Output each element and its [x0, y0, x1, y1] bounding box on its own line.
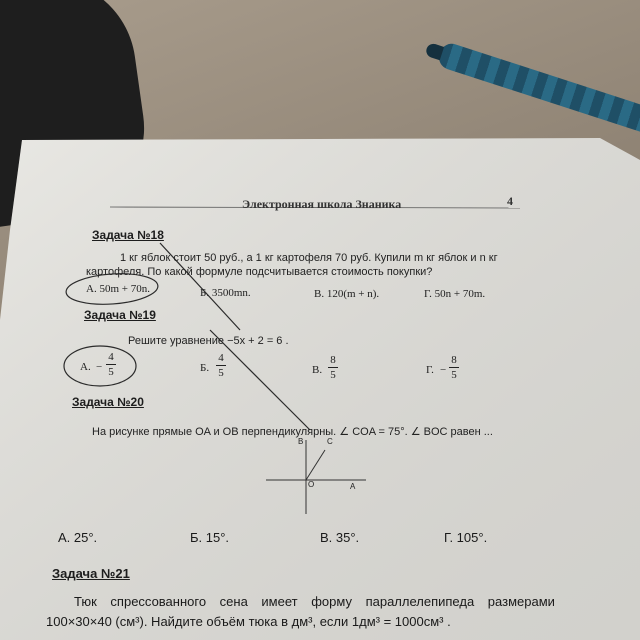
task20-option-v: В. 35°.	[320, 530, 360, 545]
task21-line1: Тюк спрессованного сена имеет форму параллелепипеда размерами	[74, 594, 555, 609]
task19-option-g-fraction	[449, 354, 459, 381]
task19-option-b-letter: Б.	[200, 362, 210, 374]
task19-option-v-letter: В.	[312, 364, 323, 376]
task19-option-a-fraction	[106, 351, 116, 378]
diagram-label-c: C	[327, 437, 333, 446]
task19-prompt: Решите уравнение −5x + 2 = 6 .	[128, 335, 289, 347]
task20-option-b: Б. 15°.	[190, 530, 230, 545]
task20-title: Задача №20	[72, 395, 144, 409]
fraction-numerator: 4	[108, 351, 114, 363]
task18-title: Задача №18	[92, 228, 164, 242]
task18-line2: картофеля. По какой формуле подсчитывается стоимость покупки?	[86, 266, 433, 278]
header-page-number: 4	[507, 194, 513, 208]
fraction-denominator: 5	[451, 369, 457, 381]
task20-option-a: А. 25°.	[58, 530, 98, 545]
task18-option-a: А. 50m + 70n.	[86, 283, 150, 295]
task19-option-g-sign: −	[440, 364, 447, 376]
task18-option-v: В. 120(m + n).	[314, 288, 380, 300]
task20-option-g: Г. 105°.	[444, 530, 488, 545]
task21-title: Задача №21	[52, 566, 130, 581]
header-school: Электронная школа Знаника	[242, 197, 402, 211]
diagram-label-b: B	[298, 437, 304, 446]
fraction-numerator: 8	[330, 354, 336, 366]
fraction-numerator: 8	[451, 354, 457, 366]
diagram-label-a: A	[350, 482, 356, 491]
diagram-label-o: O	[308, 480, 315, 489]
task19-option-v-fraction	[328, 354, 338, 381]
fraction-denominator: 5	[108, 366, 114, 378]
task19-option-a-letter: А.	[80, 361, 91, 373]
task21-line2: 100×30×40 (см³). Найдите объём тюка в дм³, если 1дм³ = 1000см³ .	[46, 614, 451, 629]
fraction-denominator: 5	[330, 369, 336, 381]
task19-option-b-fraction	[216, 352, 226, 379]
task18-line1: 1 кг яблок стоит 50 руб., а 1 кг картофеля 70 руб. Купили m кг яблок и n кг	[120, 252, 498, 264]
task19-option-g-letter: Г.	[426, 364, 434, 376]
fraction-numerator: 4	[218, 352, 224, 364]
task19-option-a-sign: −	[96, 361, 103, 373]
task18-option-b: Б. 3500mn.	[200, 287, 251, 299]
task18-option-g: Г. 50n + 70m.	[424, 288, 486, 300]
task19-title: Задача №19	[84, 308, 156, 322]
fraction-denominator: 5	[218, 367, 224, 379]
task20-prompt: На рисунке прямые OA и OB перпендикулярны. ∠ COA = 75°. ∠ BOC равен ...	[92, 426, 493, 438]
